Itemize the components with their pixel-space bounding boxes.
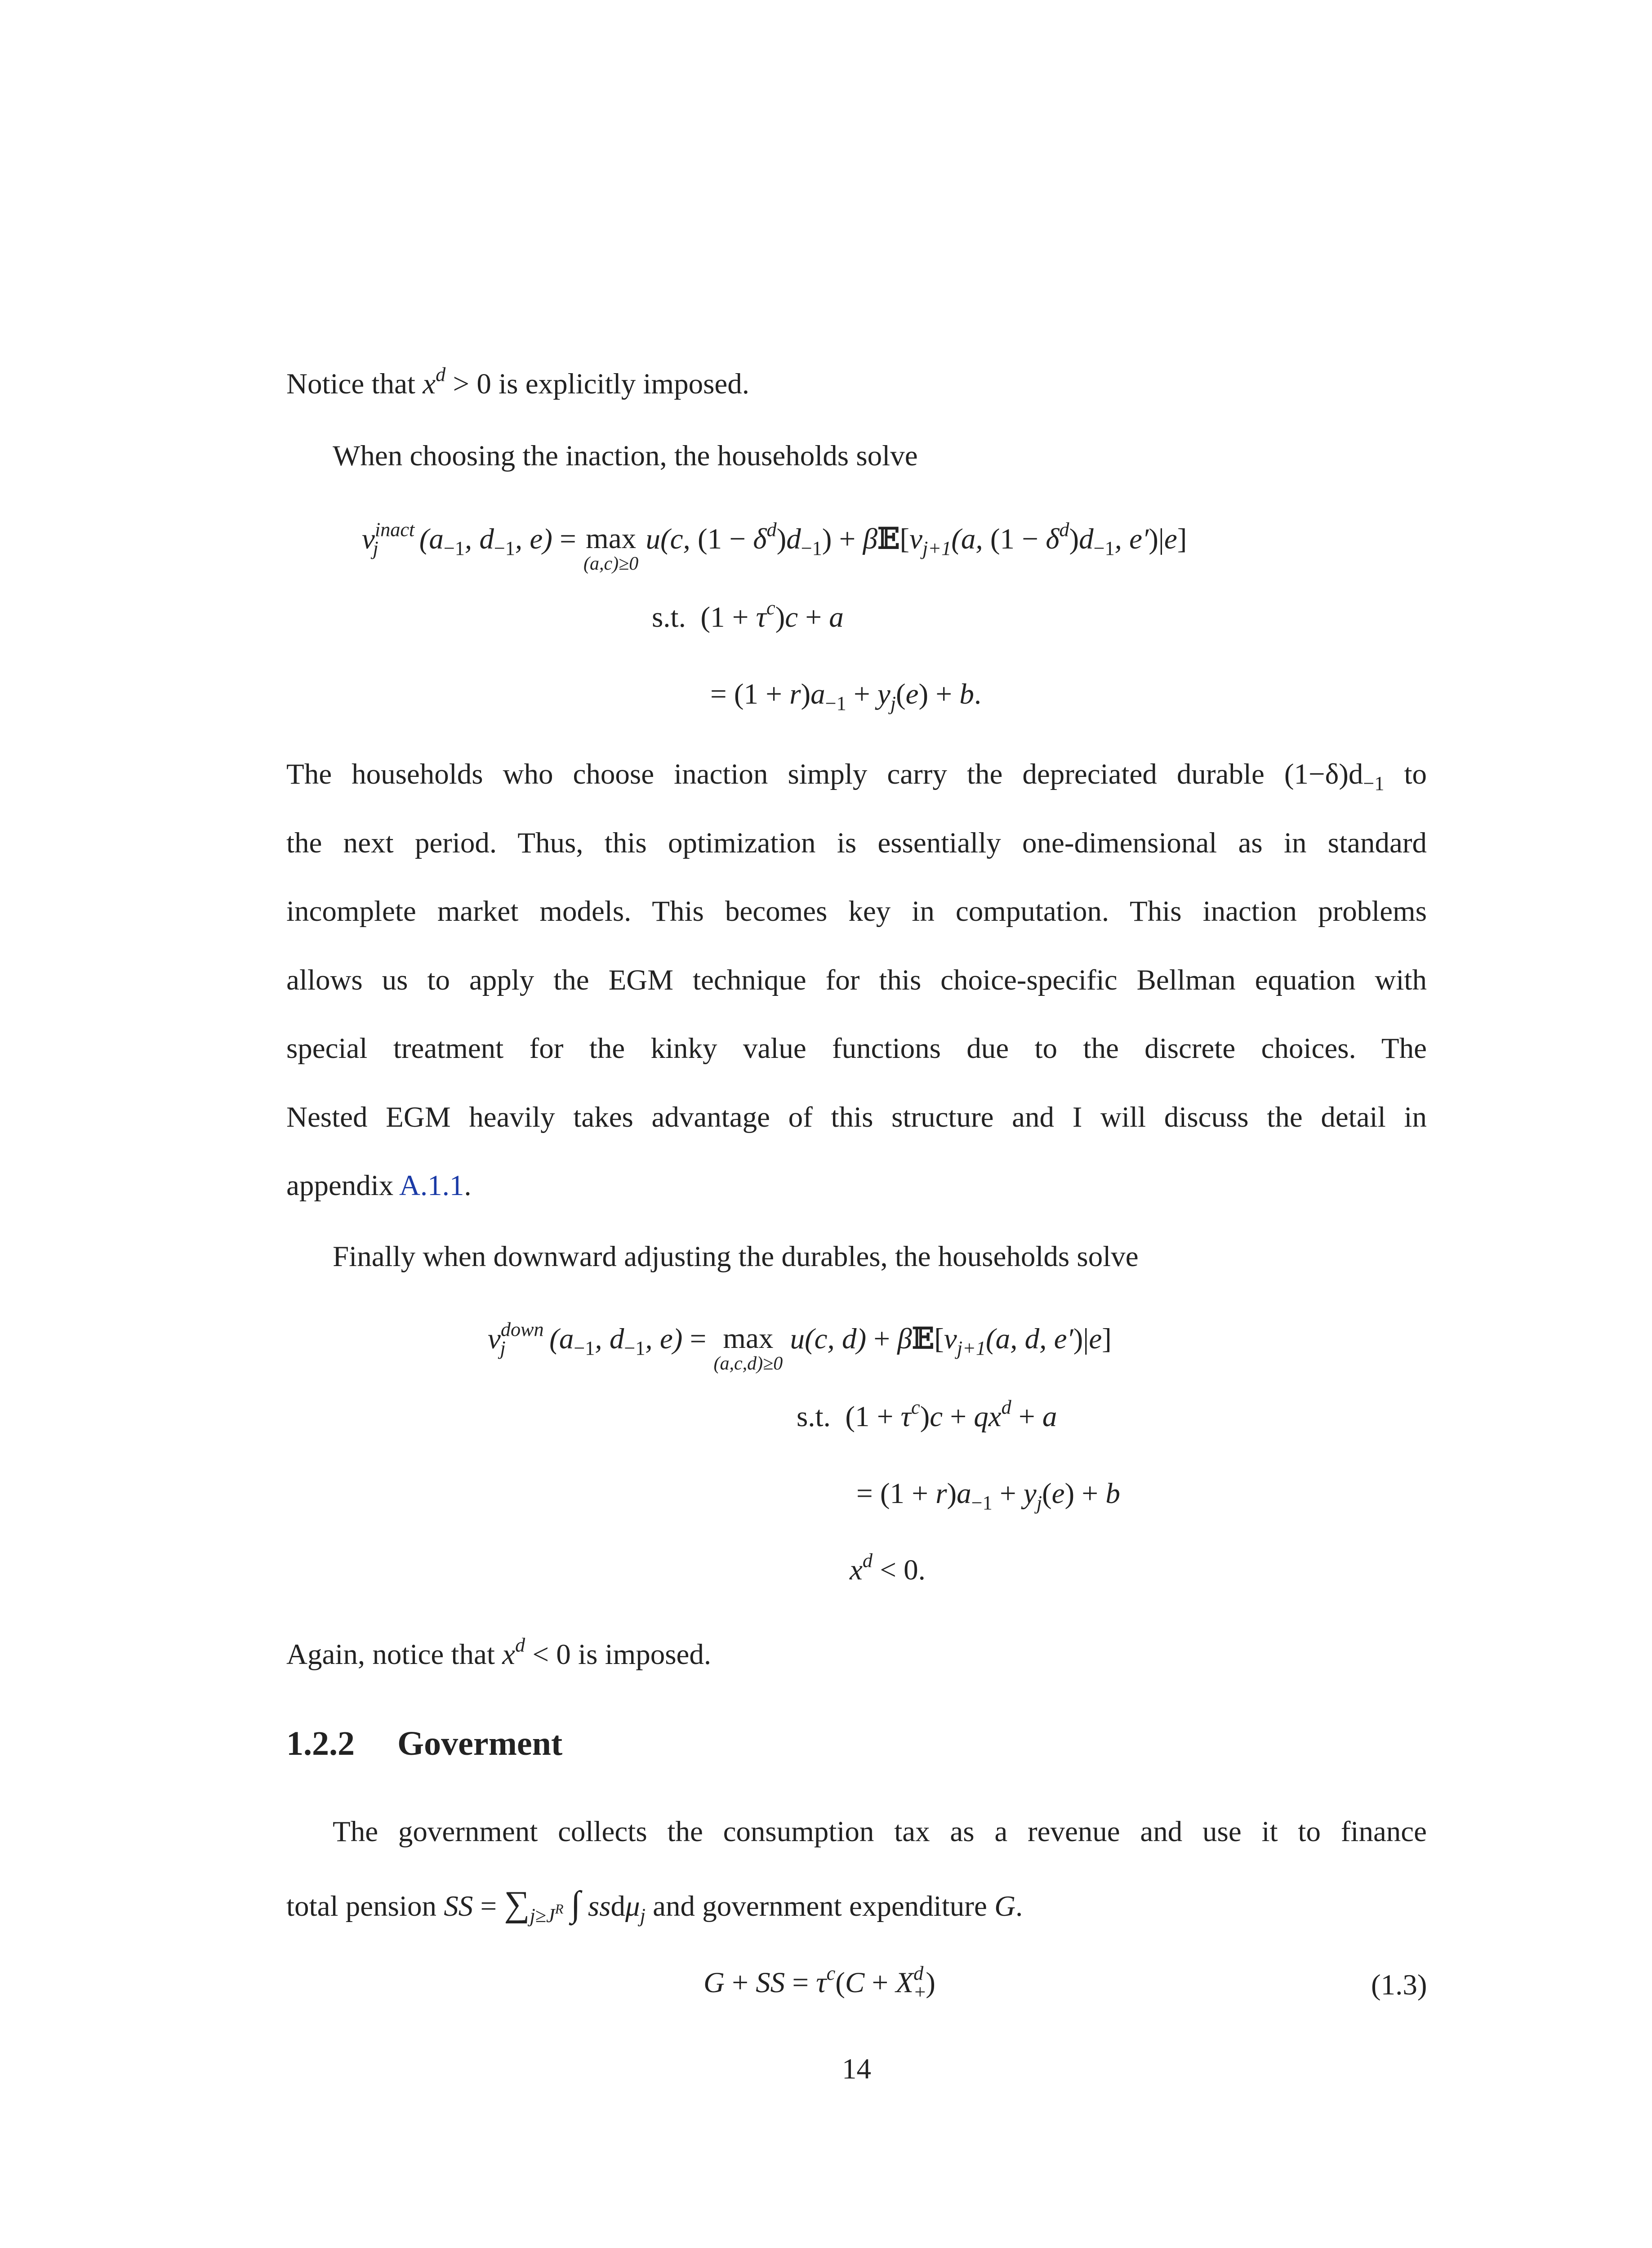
paragraph-inaction-line-4: allows us to apply the EGM technique for this choice-specific Bellman equation with	[286, 964, 1427, 996]
paragraph-government-line-1: The government collects the consumption tax as a revenue and use it to finance	[333, 1815, 1427, 1848]
equation-number: (1.3)	[1371, 1969, 1427, 2001]
page-number: 14	[842, 2053, 871, 2085]
max-operator: max (a,c)≥0	[583, 522, 639, 574]
section-title: Goverment	[397, 1725, 563, 1762]
paragraph-inaction-line-2: the next period. Thus, this optimization is essentially one-dimensional as in standard	[286, 827, 1427, 859]
paragraph-downward-intro: Finally when downward adjusting the durables, the households solve	[333, 1240, 1139, 1273]
equation-inaction-budget-line1: s.t. $(1 + \tau^c)c + a$	[652, 597, 844, 633]
paragraph-inaction-line-1: The households who choose inaction simply carry the depreciated durable $(1-\delta)d_{-1}$ to	[286, 758, 1427, 795]
paragraph-inaction-line-6: Nested EGM heavily takes advantage of this structure and I will discuss the detail in	[286, 1101, 1427, 1133]
paragraph-notice-xd-positive: Notice that $x^d > 0$ is explicitly imposed.	[286, 363, 749, 400]
paragraph-inaction-intro: When choosing the inaction, the households solve	[333, 440, 918, 472]
equation-1-3: G + SS = $\tau^c(C + X^d_+)$	[704, 1962, 935, 2003]
max-operator-down: max (a,c,d)≥0	[713, 1322, 783, 1374]
equation-inaction-objective: $v^{inact}_j$ ($a_{-1}$, $d_{-1}$, e) = max (a,c)≥0 u(c, $(1 - \delta^d)d_{-1}$) + $\beta 𝔼[v_{j+1}(a$, $(1 - \delta^d)d_{-1}$, e′)|e]	[362, 518, 1187, 574]
paragraph-government-line-2: total pension SS = $\sum_{j\ge J^R}$ ∫ ssdμ$_j$ and government expenditure G.	[286, 1884, 1023, 1927]
equation-down-budget-line2: = $(1 + r)a_{-1} + y_j(e) + b$	[856, 1477, 1120, 1514]
paragraph-inaction-line-5: special treatment for the kinky value functions due to the discrete choices. The	[286, 1032, 1427, 1065]
paragraph-notice-xd-negative: Again, notice that $x^d < 0$ is imposed.	[286, 1634, 712, 1671]
equation-down-constraint: $x^d < 0$.	[850, 1549, 926, 1586]
paragraph-inaction-line-7: appendix A.1.1.	[286, 1169, 472, 1202]
equation-down-objective: $v^{down}_j$ ($a_{-1}$, $d_{-1}$, e) = max (a,c,d)≥0 u(c, $d) + \beta 𝔼[v_{j+1}(a$, d, e′)|e]	[488, 1318, 1112, 1374]
math-x: x	[423, 368, 436, 400]
appendix-link[interactable]: A.1.1	[399, 1169, 464, 1202]
equation-down-budget-line1: s.t. $(1 + \tau^c)c + qx^d + a$	[797, 1396, 1057, 1433]
section-heading	[286, 1724, 562, 1763]
equation-inaction-budget-line2: = $(1 + r)a_{-1} + y_j(e) + b$.	[710, 678, 982, 715]
section-number: 1.2.2	[286, 1725, 355, 1762]
paragraph-inaction-line-3: incomplete market models. This becomes key in computation. This inaction problems	[286, 895, 1427, 928]
